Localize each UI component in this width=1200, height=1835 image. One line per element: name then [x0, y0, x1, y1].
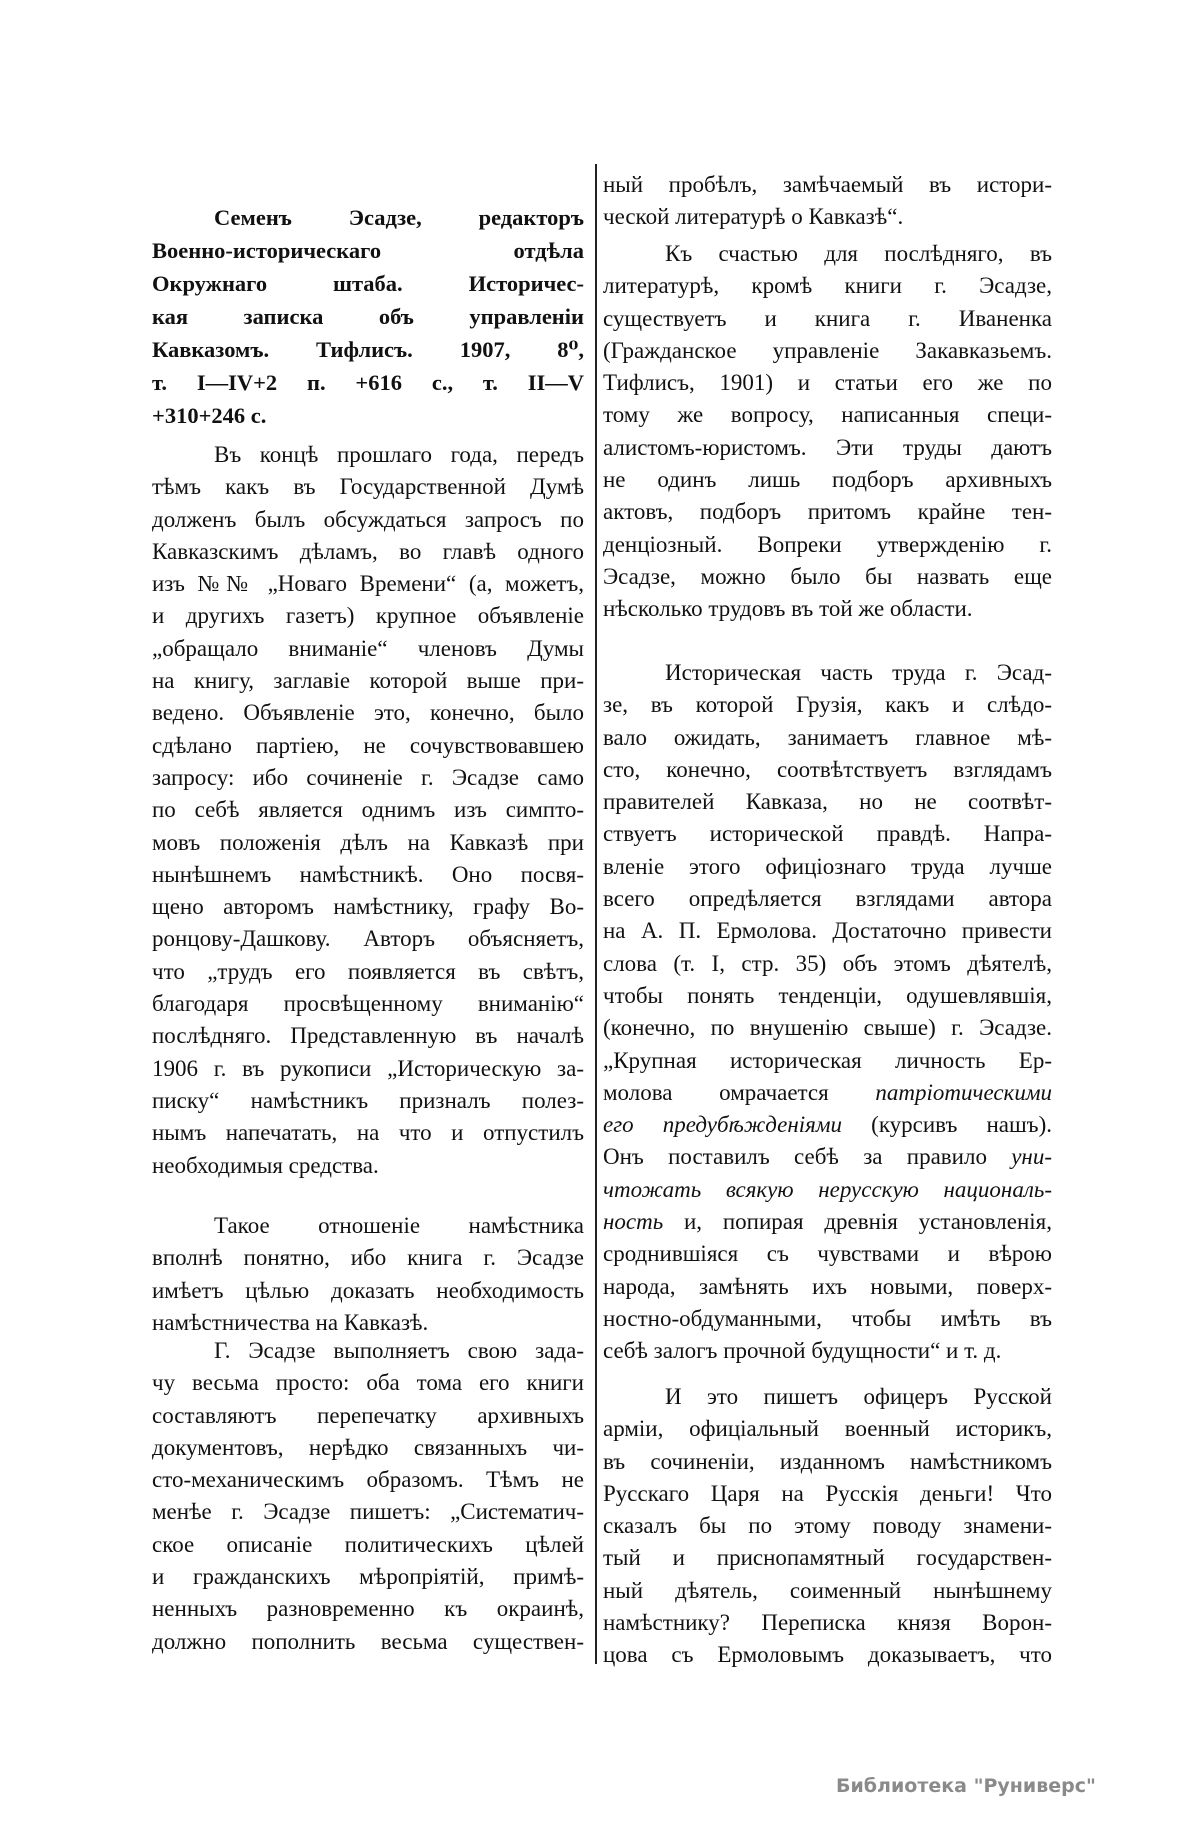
text-line: ный дѣятель, соименный нынѣшнему: [603, 1577, 1052, 1603]
heading-line: Кавказомъ. Тифлисъ. 1907, 8⁰,: [152, 337, 584, 362]
text-segment: (курсивъ нашъ).: [842, 1112, 1052, 1138]
text-line: Г. Эсадзе выполняетъ свою зада-: [214, 1338, 584, 1363]
text-line: алистомъ-юристомъ. Эти труды даютъ: [603, 434, 1052, 460]
text-line: цова съ Ермоловымъ доказываетъ, что: [603, 1642, 1052, 1668]
text-line: ведено. Объявленіе это, конечно, было: [152, 700, 584, 726]
text-line: денціозный. Вопреки утвержденію г.: [603, 531, 1052, 557]
text-line: вполнѣ понятно, ибо книга г. Эсадзе: [152, 1245, 584, 1271]
text-line: Къ счастью для послѣдняго, въ: [665, 241, 1052, 266]
text-line: [603, 1077, 1052, 1109]
text-line: арміи, офиціальный военный историкъ,: [603, 1416, 1052, 1442]
text-line: имѣетъ цѣлью доказать необходимость: [152, 1277, 584, 1303]
text-line: себѣ залогъ прочной будущности“ и т. д.: [603, 1338, 1002, 1364]
text-line: въ сочиненіи, изданномъ намѣстникомъ: [603, 1448, 1052, 1474]
text-line: Русскаго Царя на Русскія деньги! Что: [603, 1480, 1052, 1506]
text-segment: Онъ поставилъ себѣ за правило: [603, 1144, 1012, 1170]
text-line: и другихъ газетъ) крупное объявленіе: [152, 603, 584, 629]
text-line: актовъ, подборъ притомъ крайне тен-: [603, 499, 1052, 525]
text-line: [603, 1141, 1052, 1173]
paragraph: [603, 169, 1052, 234]
text-line: составляютъ перепечатку архивныхъ: [152, 1402, 584, 1428]
text-line: сдѣлано партіею, не сочувствовавшею: [152, 732, 584, 758]
text-line: чу весьма просто: оба тома его книги: [152, 1370, 584, 1396]
text-line: (Гражданское управленіе Закавказьемъ.: [603, 337, 1052, 363]
paragraph: [603, 657, 1052, 1368]
text-line: необходимыя средства.: [152, 1152, 379, 1178]
text-line: 1906 г. въ рукописи „Историческую за-: [152, 1055, 584, 1081]
text-line: [603, 1206, 1052, 1238]
text-line: ностно-обдуманными, чтобы имѣть въ: [603, 1305, 1052, 1331]
text-line: сроднившіяся съ чувствами и вѣрою: [603, 1241, 1052, 1267]
text-line: писку“ намѣстникъ призналъ полез-: [152, 1087, 584, 1113]
heading-line: Семенъ Эсадзе, редакторъ: [214, 205, 584, 230]
heading-line: кая записка объ управленіи: [152, 304, 584, 329]
paragraph: [603, 238, 1052, 626]
text-line: благодаря просвѣщенному вниманію“: [152, 991, 584, 1017]
text-line: и гражданскихъ мѣропріятій, примѣ-: [152, 1564, 584, 1590]
paragraph: [152, 1210, 584, 1339]
text-line: слова (т. I, стр. 35) объ этомъ дѣятелѣ,: [603, 950, 1052, 976]
text-line: нѣсколько трудовъ въ той же области.: [603, 596, 973, 622]
text-line: тому же вопросу, написанныя специ-: [603, 402, 1052, 428]
text-line: существуетъ и книга г. Иваненка: [603, 305, 1052, 331]
text-line: (конечно, по внушенію свыше) г. Эсадзе.: [603, 1015, 1052, 1041]
text-line: зе, въ которой Грузія, какъ и слѣдо-: [603, 692, 1052, 718]
paragraph: [152, 1335, 584, 1658]
text-line: менѣе г. Эсадзе пишетъ: „Систематич-: [152, 1499, 584, 1525]
paragraph: [152, 439, 584, 1182]
text-line: что „трудъ его появляется въ свѣтъ,: [152, 958, 584, 984]
text-line: намѣстнику? Переписка князя Ворон-: [603, 1610, 1052, 1636]
text-line: должно пополнить весьма существен-: [152, 1628, 584, 1654]
italic-text: ность: [603, 1209, 664, 1235]
paragraph: [603, 1381, 1052, 1672]
text-line: сто-механическимъ образомъ. Тѣмъ не: [152, 1467, 584, 1493]
text-line: нымъ напечатать, на что и отпустилъ: [152, 1120, 584, 1146]
text-segment: молова омрачается: [603, 1079, 876, 1105]
text-line: Кавказскимъ дѣламъ, во главѣ одного: [152, 538, 584, 564]
italic-text: чтожать всякую нерусскую националь-: [603, 1176, 1052, 1202]
text-line: „Крупная историческая личность Ер-: [603, 1047, 1052, 1073]
text-line: всего опредѣляется взглядами автора: [603, 886, 1052, 912]
text-line: Такое отношеніе намѣстника: [214, 1213, 584, 1238]
text-line: документовъ, нерѣдко связанныхъ чи-: [152, 1434, 584, 1460]
text-line: послѣдняго. Представленную въ началѣ: [152, 1023, 584, 1049]
text-line: правителей Кавказа, но не соотвѣт-: [603, 789, 1052, 815]
article-heading: [152, 201, 584, 432]
text-line: чтобы понять тенденціи, одушевлявшія,: [603, 982, 1052, 1008]
italic-text: уни-: [1011, 1144, 1052, 1170]
text-line: на А. П. Ермолова. Достаточно привести: [603, 918, 1052, 944]
text-line: Историческая часть труда г. Эсад-: [665, 660, 1052, 685]
heading-line: Окружнаго штаба. Историчес-: [152, 271, 584, 296]
text-line: И это пишетъ офицеръ Русской: [665, 1384, 1052, 1409]
text-segment: и, попирая древнія установленія,: [663, 1209, 1052, 1235]
text-line: тый и приснопамятный государствен-: [603, 1545, 1052, 1571]
text-line: ный пробѣлъ, замѣчаемый въ истори-: [603, 172, 1052, 197]
text-line: ческой литературѣ о Кавказѣ“.: [603, 204, 904, 230]
text-line: Въ концѣ прошлаго года, передъ: [214, 442, 584, 467]
text-line: ское описаніе политическихъ цѣлей: [152, 1531, 584, 1557]
text-line: нынѣшнемъ намѣстникѣ. Оно посвя-: [152, 861, 584, 887]
text-line: „обращало вниманіе“ членовъ Думы: [152, 635, 584, 661]
text-line: [603, 1174, 1052, 1206]
text-line: народа, замѣнять ихъ новыми, поверх-: [603, 1273, 1052, 1299]
text-line: изъ №№ „Новаго Времени“ (а, можетъ,: [152, 571, 584, 597]
text-line: мовъ положенія дѣлъ на Кавказѣ при: [152, 829, 584, 855]
text-line: сто, конечно, соотвѣтствуетъ взглядамъ: [603, 756, 1052, 782]
text-line: сказалъ бы по этому поводу знамени-: [603, 1513, 1052, 1539]
text-line: ронцову-Дашкову. Авторъ объясняетъ,: [152, 926, 584, 952]
text-line: Тифлисъ, 1901) и статьи его же по: [603, 370, 1052, 396]
heading-line: Военно-историческаго отдѣла: [152, 238, 584, 263]
italic-text: патріотическими: [875, 1079, 1052, 1105]
heading-line: т. I—IV+2 п. +616 с., т. II—V: [152, 370, 584, 395]
text-line: ствуетъ исторической правдѣ. Напра-: [603, 821, 1052, 847]
text-line: литературѣ, кромѣ книги г. Эсадзе,: [603, 273, 1052, 299]
column-divider: [595, 164, 597, 1664]
text-line: ненныхъ разновременно къ окраинѣ,: [152, 1596, 584, 1622]
text-line: по себѣ является однимъ изъ симпто-: [152, 797, 584, 823]
heading-line: +310+246 с.: [152, 403, 267, 428]
text-line: Эсадзе, можно было бы назвать еще: [603, 563, 1052, 589]
library-watermark: Библиотека "Руниверс": [836, 1775, 1096, 1797]
text-line: запросу: ибо сочиненіе г. Эсадзе само: [152, 764, 584, 790]
text-line: не одинъ лишь подборъ архивныхъ: [603, 467, 1052, 493]
text-line: щено авторомъ намѣстнику, графу Во-: [152, 894, 584, 920]
text-line: тѣмъ какъ въ Государственной Думѣ: [152, 474, 584, 500]
italic-text: его предубѣжденіями: [603, 1112, 843, 1138]
text-line: долженъ былъ обсуждаться запросъ по: [152, 506, 584, 532]
text-line: вало ожидать, занимаетъ главное мѣ-: [603, 724, 1052, 750]
text-line: на книгу, заглавіе которой выше при-: [152, 668, 584, 694]
text-line: намѣстничества на Кавказѣ.: [152, 1309, 429, 1335]
text-line: вленіе этого офиціознаго труда лучше: [603, 853, 1052, 879]
text-line: [603, 1109, 1052, 1141]
